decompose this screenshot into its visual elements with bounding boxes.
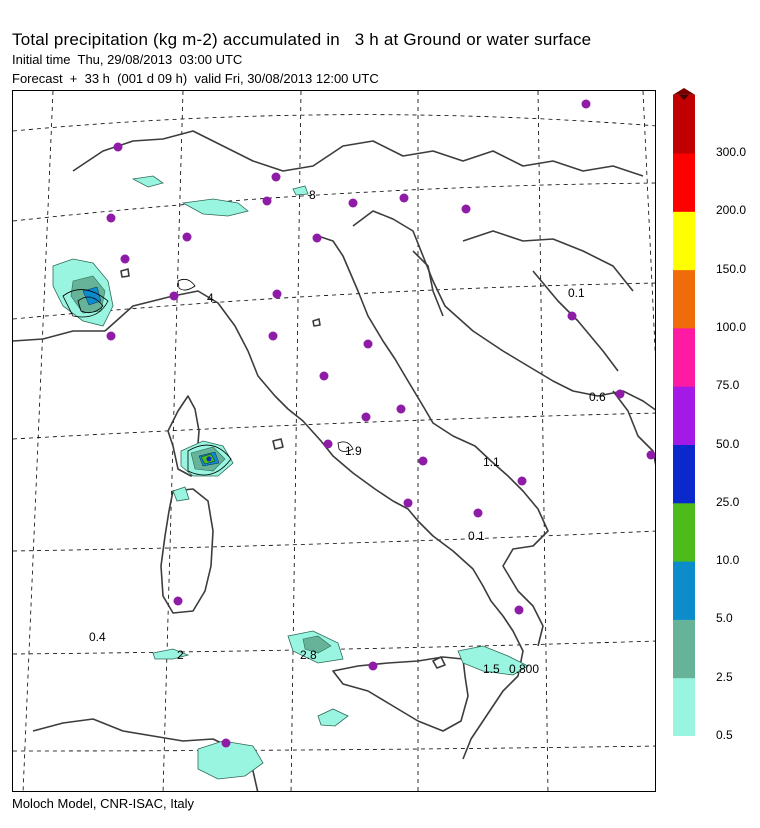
coastlines [13, 131, 656, 792]
station-dot [419, 457, 428, 466]
map-label-0-800: 0.800 [509, 662, 540, 676]
station-dot [369, 662, 378, 671]
graticule [13, 91, 656, 792]
model-credit: Moloch Model, CNR-ISAC, Italy [12, 796, 195, 811]
initial-time: Initial time Thu, 29/08/2013 03:00 UTC [12, 52, 243, 67]
station-dot [349, 199, 358, 208]
legend-swatch [673, 503, 695, 562]
legend-label: 75.0 [716, 378, 740, 393]
legend-swatch [673, 153, 695, 212]
station-dot [462, 205, 471, 214]
station-dot [107, 332, 116, 341]
station-dot [397, 405, 406, 414]
station-dot [272, 173, 281, 182]
station-dot [364, 340, 373, 349]
station-dot [647, 451, 656, 460]
station-dot [121, 255, 130, 264]
map-label-0-1-north: 0.1 [568, 286, 585, 300]
legend-swatch [673, 211, 695, 270]
legend-label: 0.5 [716, 728, 733, 742]
station-dot [568, 312, 577, 321]
legend-swatch [673, 270, 695, 329]
legend-swatch [673, 678, 695, 736]
map-label-4: 4 [207, 291, 214, 305]
precipitation-areas [53, 176, 528, 779]
forecast-valid-time: Forecast + 33 h (001 d 09 h) valid Fri, 30/08/2013 12:00 UTC [12, 71, 379, 86]
station-dot [582, 100, 591, 109]
legend-label: 50.0 [716, 436, 740, 451]
station-dot [170, 292, 179, 301]
legend-swatch [673, 619, 695, 678]
station-dot [273, 290, 282, 299]
map-label-1-5: 1.5 [483, 662, 500, 676]
station-dot [518, 477, 527, 486]
station-dot [515, 606, 524, 615]
station-markers [107, 100, 656, 748]
map-label-8: 8 [309, 188, 316, 202]
legend-label: 2.5 [716, 669, 733, 684]
station-dot [183, 233, 192, 242]
station-dot [362, 413, 371, 422]
map-label-1-1: 1.1 [483, 455, 500, 469]
station-dot [320, 372, 329, 381]
station-dot [269, 332, 278, 341]
legend-label: 100.0 [716, 319, 747, 334]
legend-swatch [673, 561, 695, 620]
station-dot [174, 597, 183, 606]
station-dot [400, 194, 409, 203]
legend-label: 200.0 [716, 203, 747, 218]
legend-label: 150.0 [716, 261, 747, 276]
station-dot [222, 739, 231, 748]
map-label-0-1-south: 0.1 [468, 529, 485, 543]
station-dot [324, 440, 333, 449]
legend-colorbar [673, 88, 695, 736]
map-label-0-6: 0.6 [589, 390, 606, 404]
legend-swatch [673, 328, 695, 387]
station-dot [263, 197, 272, 206]
legend-swatch [673, 445, 695, 504]
station-dot [313, 234, 322, 243]
station-dot [404, 499, 413, 508]
legend-label: 10.0 [716, 553, 740, 568]
map-label-0-4: 0.4 [89, 630, 106, 644]
chart-title: Total precipitation (kg m-2) accumulated in 3 h at Ground or water surface [12, 30, 592, 49]
map-label-2-8: 2.8 [300, 648, 317, 662]
station-dot [114, 143, 123, 152]
legend-triangle [673, 88, 695, 95]
precipitation-map [12, 90, 656, 792]
station-dot [616, 390, 625, 399]
legend-label: 25.0 [716, 494, 740, 509]
legend-swatch [673, 386, 695, 445]
station-dot [107, 214, 116, 223]
map-label-1-9: 1.9 [345, 444, 362, 458]
legend-label: 300.0 [716, 145, 747, 159]
legend-label: 5.0 [716, 611, 733, 626]
legend-swatch [673, 95, 695, 154]
map-label-2: 2 [177, 648, 184, 662]
station-dot [474, 509, 483, 518]
